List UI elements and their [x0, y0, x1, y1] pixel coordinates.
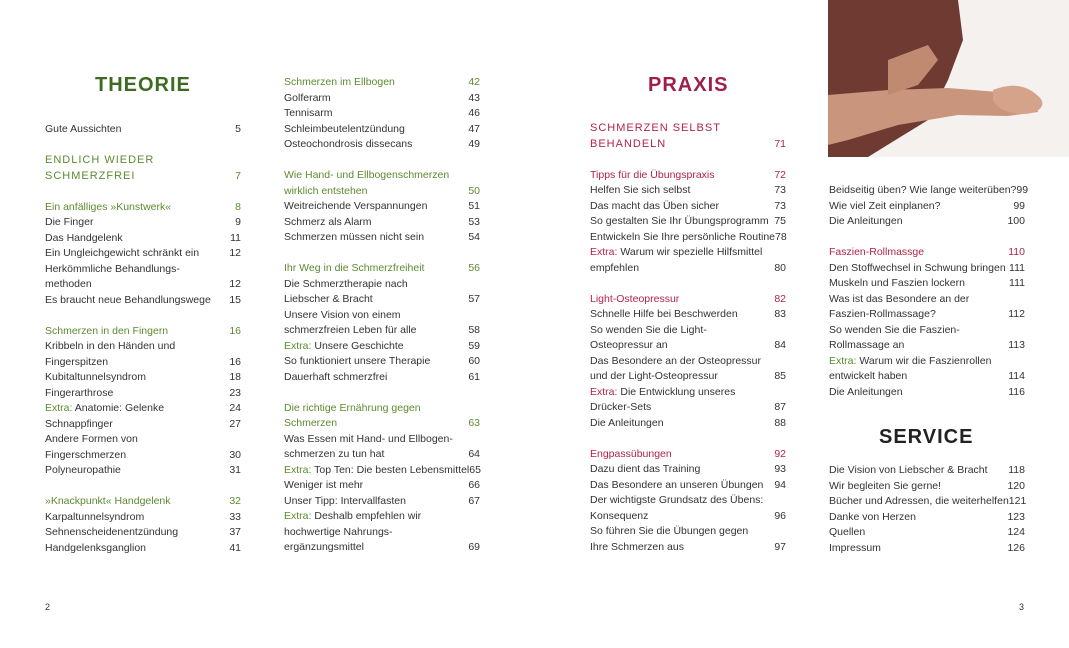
- toc-entry: [284, 308, 480, 323]
- toc-entry: [284, 540, 480, 555]
- toc-entry-page: 15: [229, 293, 241, 306]
- toc-entry: [590, 385, 786, 400]
- toc-entry-title: Wir begleiten Sie gerne!: [829, 479, 942, 492]
- toc-entry: [590, 524, 786, 539]
- toc-entry-title: »Knackpunkt« Handgelenk: [45, 495, 171, 507]
- toc-entry-page: 73: [774, 184, 786, 196]
- toc-entry: [284, 432, 480, 447]
- toc-entry-page: 120: [1007, 479, 1025, 492]
- toc-entry-page: 51: [468, 200, 480, 212]
- toc-entry: [829, 292, 1025, 307]
- toc-entry-page: 118: [1008, 464, 1025, 476]
- toc-entry-title: Schmerzen: [284, 417, 338, 429]
- toc-entry-title: BEHANDELN: [590, 137, 667, 150]
- theorie-heading: THEORIE: [95, 74, 191, 96]
- toc-entry: [829, 183, 1029, 198]
- toc-entry: [284, 199, 480, 214]
- toc-entry: [284, 494, 480, 509]
- toc-entry-title: Schnappfinger: [45, 417, 113, 430]
- toc-entry-title: Unser Tipp: Intervallfasten: [284, 494, 406, 507]
- toc-entry-title: Dazu dient das Training: [590, 463, 701, 475]
- toc-entry: [829, 214, 1025, 229]
- toc-entry-title: Fingerschmerzen: [45, 448, 127, 461]
- toc-entry-title: Tipps für die Übungspraxis: [590, 168, 715, 181]
- toc-entry: [45, 401, 241, 416]
- toc-entry-title: Kribbeln in den Händen und: [45, 340, 176, 352]
- toc-entry: [45, 122, 241, 137]
- toc-entry-title: Schmerz als Alarm: [284, 215, 372, 228]
- toc-entry: [45, 262, 241, 277]
- toc-entry-page: 111: [1009, 261, 1025, 274]
- toc-entry-page: 66: [468, 479, 480, 491]
- toc-entry-title: Sehnenscheidenentzündung: [45, 526, 179, 538]
- toc-entry-title: SCHMERZFREI: [45, 169, 136, 182]
- toc-entry-title: Golferarm: [284, 91, 331, 104]
- toc-entry: [284, 370, 480, 385]
- toc-entry-page: 32: [229, 495, 241, 507]
- toc-entry: [284, 416, 480, 431]
- toc-entry-title: Wie Hand- und Ellbogenschmerzen: [284, 169, 450, 181]
- toc-entry: [590, 400, 786, 415]
- toc-entry-title: Helfen Sie sich selbst: [590, 184, 691, 196]
- toc-entry-page: 116: [1008, 385, 1025, 398]
- toc-entry-page: 64: [468, 448, 480, 460]
- toc-entry-title: Ein anfälliges »Kunstwerk«: [45, 200, 172, 213]
- toc-entry-title: entwickelt haben: [829, 370, 908, 382]
- toc-entry-page: 5: [235, 123, 241, 135]
- toc-entry-page: 11: [230, 231, 241, 244]
- extra-prefix: Extra:: [45, 402, 73, 414]
- toc-entry: [590, 323, 786, 338]
- toc-entry: [590, 338, 786, 353]
- toc-entry: [284, 168, 480, 183]
- toc-entry-title: Unsere Vision von einem: [284, 308, 401, 321]
- toc-entry-page: 99: [1016, 184, 1029, 196]
- toc-entry-page: 12: [229, 247, 241, 259]
- toc-entry-page: 41: [229, 541, 241, 554]
- toc-entry-title: Faszien-Rollmassge: [829, 246, 925, 258]
- toc-entry: [45, 525, 241, 540]
- toc-entry-page: 69: [468, 541, 480, 553]
- toc-entry-title: ergänzungsmittel: [284, 541, 364, 553]
- toc-entry: [284, 230, 480, 245]
- toc-entry: [45, 293, 241, 308]
- toc-entry-page: 85: [774, 370, 786, 382]
- toc-entry-title: Ein Ungleichgewicht schränkt ein: [45, 247, 200, 259]
- toc-entry-page: 97: [774, 540, 786, 553]
- toc-entry: [590, 493, 786, 508]
- praxis-heading: PRAXIS: [648, 74, 729, 96]
- toc-entry-title: Ihr Weg in die Schmerzfreiheit: [284, 262, 425, 274]
- toc-entry: [45, 277, 241, 292]
- toc-entry-title: Tennisarm: [284, 107, 333, 119]
- toc-entry-page: 16: [229, 324, 241, 337]
- toc-entry-page: 56: [468, 262, 480, 274]
- toc-entry-title: Extra: Unsere Geschichte: [284, 339, 404, 352]
- toc-entry-title: So führen Sie die Übungen gegen: [590, 525, 749, 537]
- toc-entry-title: Die Schmerztherapie nach: [284, 277, 408, 290]
- toc-entry-title: hochwertige Nahrungs-: [284, 525, 393, 538]
- toc-entry-page: 30: [229, 448, 241, 461]
- toc-entry-title: Andere Formen von: [45, 433, 138, 445]
- toc-entry-title: Die Vision von Liebscher & Bracht: [829, 464, 988, 476]
- toc-entry-title: Weitreichende Verspannungen: [284, 200, 428, 212]
- toc-entry: [829, 479, 1025, 494]
- toc-entry-title: So wenden Sie die Faszien-: [829, 323, 960, 336]
- toc-entry: [45, 231, 241, 246]
- toc-entry-page: 42: [468, 76, 480, 88]
- toc-entry: [829, 510, 1025, 525]
- toc-entry-title: methoden: [45, 278, 92, 290]
- toc-entry-page: 110: [1008, 246, 1025, 258]
- toc-entry: [590, 199, 786, 214]
- toc-entry-page: 94: [774, 478, 786, 491]
- toc-entry: [829, 494, 1025, 509]
- toc-entry: [590, 478, 786, 493]
- toc-entry: [590, 416, 786, 431]
- toc-entry: [284, 91, 480, 106]
- arm-photo-illustration: [828, 0, 1069, 157]
- toc-entry-title: Ihre Schmerzen aus: [590, 540, 684, 553]
- toc-entry-title: Drücker-Sets: [590, 401, 652, 413]
- toc-entry-page: 124: [1007, 526, 1025, 538]
- toc-entry-title: Die Finger: [45, 216, 94, 228]
- toc-entry: [284, 122, 480, 137]
- toc-entry-title: Die Anleitungen: [590, 416, 664, 429]
- toc-entry-page: 75: [774, 215, 786, 227]
- toc-entry-page: 27: [229, 417, 241, 430]
- toc-entry: [590, 137, 786, 152]
- toc-entry-title: Es braucht neue Behandlungswege: [45, 293, 211, 306]
- toc-entry-page: 112: [1008, 308, 1025, 320]
- toc-entry-page: 7: [235, 169, 241, 182]
- toc-entry: [829, 307, 1025, 322]
- toc-entry: [45, 386, 241, 401]
- toc-entry-page: 114: [1008, 370, 1025, 382]
- toc-entry-title: Light-Osteopressur: [590, 292, 680, 305]
- toc-entry-title: Was Essen mit Hand- und Ellbogen-: [284, 432, 453, 445]
- toc-entry-title: Extra: Die Entwicklung unseres: [590, 385, 736, 398]
- toc-entry-title: Die Anleitungen: [829, 385, 903, 398]
- toc-entry-title: Handgelenksganglion: [45, 541, 146, 554]
- toc-entry-title: Osteopressur an: [590, 339, 668, 351]
- toc-entry: [45, 339, 241, 354]
- toc-entry-title: Extra: Deshalb empfehlen wir: [284, 510, 422, 522]
- toc-entry-page: 126: [1007, 541, 1025, 554]
- toc-entry-page: 80: [774, 261, 786, 274]
- toc-entry: [45, 541, 241, 556]
- toc-entry-title: Karpaltunnelsyndrom: [45, 510, 145, 523]
- toc-entry: [590, 214, 786, 229]
- toc-entry: [284, 184, 480, 199]
- extra-prefix: Extra:: [284, 463, 312, 476]
- toc-entry: [590, 261, 786, 276]
- toc-entry-title: Extra: Top Ten: Die besten Lebensmittel: [284, 463, 470, 476]
- toc-entry: [590, 509, 786, 524]
- toc-entry: [829, 385, 1025, 400]
- toc-entry-page: 100: [1007, 215, 1025, 227]
- toc-entry: [45, 494, 241, 509]
- toc-entry: [284, 106, 480, 121]
- toc-entry-title: So funktioniert unsere Therapie: [284, 355, 431, 367]
- toc-entry: [590, 540, 786, 555]
- toc-entry: [284, 75, 480, 90]
- service-heading: SERVICE: [879, 426, 974, 448]
- toc-entry-page: 60: [468, 355, 480, 367]
- toc-entry-title: wirklich entstehen: [284, 184, 368, 197]
- toc-entry-page: 31: [229, 464, 241, 476]
- toc-entry-title: Danke von Herzen: [829, 510, 916, 523]
- toc-entry-title: Das macht das Üben sicher: [590, 199, 719, 212]
- toc-entry: [829, 276, 1025, 291]
- toc-entry: [284, 261, 480, 276]
- toc-entry-title: empfehlen: [590, 261, 640, 274]
- toc-entry-title: Die richtige Ernährung gegen: [284, 401, 421, 414]
- toc-entry-page: 9: [235, 216, 241, 228]
- toc-entry: [45, 432, 241, 447]
- toc-entry: [284, 339, 480, 354]
- toc-entry-title: Wie viel Zeit einplanen?: [829, 199, 941, 212]
- toc-entry-page: 67: [468, 494, 480, 507]
- toc-entry-title: Osteochondrosis dissecans: [284, 138, 413, 150]
- toc-entry-title: Muskeln und Faszien lockern: [829, 277, 965, 289]
- toc-entry-title: So gestalten Sie Ihr Übungsprogramm: [590, 215, 769, 227]
- toc-entry-page: 78: [775, 230, 787, 243]
- toc-entry: [829, 369, 1025, 384]
- toc-entry-title: Fingerarthrose: [45, 386, 114, 399]
- extra-prefix: Extra:: [590, 385, 618, 398]
- toc-entry-title: Die Anleitungen: [829, 215, 903, 227]
- toc-entry: [829, 525, 1025, 540]
- page-number-left: 2: [45, 602, 51, 612]
- toc-entry: [590, 292, 786, 307]
- toc-entry: [284, 137, 480, 152]
- toc-entry-page: 12: [229, 278, 241, 290]
- toc-entry-page: 96: [774, 509, 786, 522]
- toc-entry-page: 83: [774, 308, 786, 320]
- toc-entry: [829, 541, 1025, 556]
- toc-entry-page: 54: [468, 231, 480, 243]
- toc-entry: [284, 447, 480, 462]
- toc-entry-page: 43: [468, 91, 480, 104]
- toc-entry-title: Bücher und Adressen, die weiterhelfen: [829, 495, 1009, 507]
- toc-entry: [284, 277, 480, 292]
- toc-entry-page: 84: [774, 339, 786, 351]
- toc-entry-title: Extra: Anatomie: Gelenke: [45, 402, 165, 414]
- toc-entry-page: 93: [774, 463, 786, 475]
- toc-entry: [590, 369, 786, 384]
- toc-entry-title: Liebscher & Bracht: [284, 293, 373, 305]
- toc-entry: [590, 462, 786, 477]
- toc-entry-page: 123: [1007, 510, 1025, 523]
- toc-entry-title: Herkömmliche Behandlungs-: [45, 262, 180, 275]
- toc-entry-title: Beidseitig üben? Wie lange weiterüben?: [829, 184, 1017, 196]
- extra-prefix: Extra:: [284, 339, 312, 352]
- toc-entry-title: Rollmassage an: [829, 339, 905, 351]
- toc-entry-title: Schmerzen müssen nicht sein: [284, 231, 425, 243]
- toc-entry-page: 65: [469, 463, 481, 476]
- toc-entry-title: Schleimbeutelentzündung: [284, 122, 405, 135]
- toc-entry: [590, 230, 786, 245]
- toc-entry: [590, 183, 786, 198]
- toc-entry: [284, 401, 480, 416]
- toc-entry: [45, 463, 241, 478]
- toc-entry-title: Was ist das Besondere an der: [829, 292, 970, 305]
- toc-entry-title: Extra: Warum wir spezielle Hilfsmittel: [590, 246, 763, 258]
- toc-entry-title: ENDLICH WIEDER: [45, 154, 155, 166]
- toc-entry-page: 16: [229, 355, 241, 368]
- toc-entry-page: 24: [229, 402, 241, 414]
- toc-entry-page: 71: [774, 137, 786, 150]
- toc-entry-page: 58: [468, 324, 480, 336]
- toc-entry-title: Den Stoffwechsel in Schwung bringen: [829, 261, 1006, 274]
- toc-entry: [829, 261, 1025, 276]
- toc-entry-page: 73: [774, 199, 786, 212]
- toc-entry-title: Schmerzen in den Fingern: [45, 324, 169, 337]
- toc-entry-page: 121: [1008, 495, 1027, 507]
- toc-entry-title: Extra: Warum wir die Faszienrollen: [829, 354, 992, 367]
- toc-entry-page: 87: [774, 401, 786, 413]
- toc-entry-page: 59: [468, 339, 480, 352]
- toc-entry: [45, 417, 241, 432]
- toc-entry-page: 72: [774, 168, 786, 181]
- toc-entry-page: 88: [774, 416, 786, 429]
- toc-entry-title: schmerzfreien Leben für alle: [284, 324, 417, 336]
- toc-entry: [284, 323, 480, 338]
- toc-entry-page: 92: [774, 447, 786, 460]
- toc-entry-page: 8: [235, 200, 241, 213]
- toc-entry-title: Weniger ist mehr: [284, 479, 364, 491]
- toc-entry: [45, 370, 241, 385]
- toc-entry-page: 63: [468, 417, 480, 429]
- toc-entry: [590, 307, 786, 322]
- toc-entry: [284, 292, 480, 307]
- toc-entry: [829, 338, 1025, 353]
- toc-entry-title: Schmerzen im Ellbogen: [284, 76, 395, 88]
- extra-prefix: Extra:: [590, 246, 618, 258]
- toc-entry-title: Konsequenz: [590, 509, 649, 522]
- toc-entry: [590, 245, 786, 260]
- toc-entry-title: Kubitaltunnelsyndrom: [45, 371, 146, 383]
- toc-entry: [284, 354, 480, 369]
- toc-entry-page: 37: [229, 526, 241, 538]
- toc-entry-page: 33: [229, 510, 241, 523]
- toc-entry-title: Der wichtigste Grundsatz des Übens:: [590, 494, 764, 506]
- toc-entry-title: Impressum: [829, 541, 881, 554]
- toc-entry-title: Faszien-Rollmassage?: [829, 308, 936, 320]
- page-number-right: 3: [1019, 602, 1025, 612]
- toc-entry: [284, 525, 480, 540]
- toc-entry: [45, 448, 241, 463]
- toc-entry-title: Polyneuropathie: [45, 464, 121, 476]
- toc-entry: [829, 245, 1025, 260]
- toc-entry: [284, 478, 480, 493]
- toc-entry: [284, 463, 480, 478]
- toc-entry-page: 61: [468, 370, 480, 383]
- toc-entry-page: 47: [468, 122, 480, 135]
- toc-entry-title: So wenden Sie die Light-: [590, 323, 707, 336]
- toc-entry: [590, 168, 786, 183]
- toc-entry-title: und der Light-Osteopressur: [590, 370, 718, 382]
- toc-entry-page: 49: [468, 138, 480, 150]
- toc-entry-title: Das Besondere an unseren Übungen: [590, 478, 764, 491]
- toc-entry: [284, 509, 480, 524]
- toc-entry: [45, 355, 241, 370]
- toc-entry-page: 82: [774, 292, 786, 305]
- toc-entry-title: Das Handgelenk: [45, 231, 123, 244]
- toc-entry: [829, 323, 1025, 338]
- toc-entry-page: 99: [1013, 199, 1025, 212]
- toc-entry-title: Entwickeln Sie Ihre persönliche Routine: [590, 230, 776, 243]
- toc-entry-page: 57: [468, 293, 480, 305]
- toc-entry: [45, 153, 241, 168]
- toc-entry: [829, 463, 1025, 478]
- toc-entry-title: Engpassübungen: [590, 447, 672, 460]
- toc-entry-title: Quellen: [829, 526, 866, 538]
- toc-entry-page: 46: [468, 107, 480, 119]
- toc-entry-page: 113: [1008, 339, 1025, 351]
- toc-entry-page: 18: [229, 371, 241, 383]
- toc-entry: [45, 510, 241, 525]
- toc-entry: [829, 354, 1025, 369]
- toc-entry: [45, 169, 241, 184]
- toc-entry-title: Schnelle Hilfe bei Beschwerden: [590, 308, 738, 320]
- toc-entry: [45, 200, 241, 215]
- toc-entry: [45, 246, 241, 261]
- toc-entry: [45, 324, 241, 339]
- toc-entry: [590, 447, 786, 462]
- extra-prefix: Extra:: [829, 354, 857, 367]
- toc-entry: [45, 215, 241, 230]
- toc-entry-title: schmerzen zu tun hat: [284, 448, 385, 460]
- toc-entry-title: Gute Aussichten: [45, 123, 122, 135]
- toc-entry-title: Das Besondere an der Osteopressur: [590, 354, 762, 367]
- arm-photo: [828, 0, 1069, 157]
- toc-entry: [590, 354, 786, 369]
- toc-entry: [284, 215, 480, 230]
- toc-entry: [590, 121, 786, 136]
- toc-entry-page: 50: [468, 184, 480, 197]
- toc-entry-page: 111: [1009, 277, 1025, 289]
- toc-entry-page: 23: [229, 386, 241, 399]
- toc-entry: [829, 199, 1025, 214]
- extra-prefix: Extra:: [284, 510, 312, 522]
- toc-entry-page: 53: [468, 215, 480, 228]
- toc-entry-title: SCHMERZEN SELBST: [590, 122, 721, 134]
- toc-entry-title: Dauerhaft schmerzfrei: [284, 370, 388, 383]
- toc-entry-title: Fingerspitzen: [45, 355, 109, 368]
